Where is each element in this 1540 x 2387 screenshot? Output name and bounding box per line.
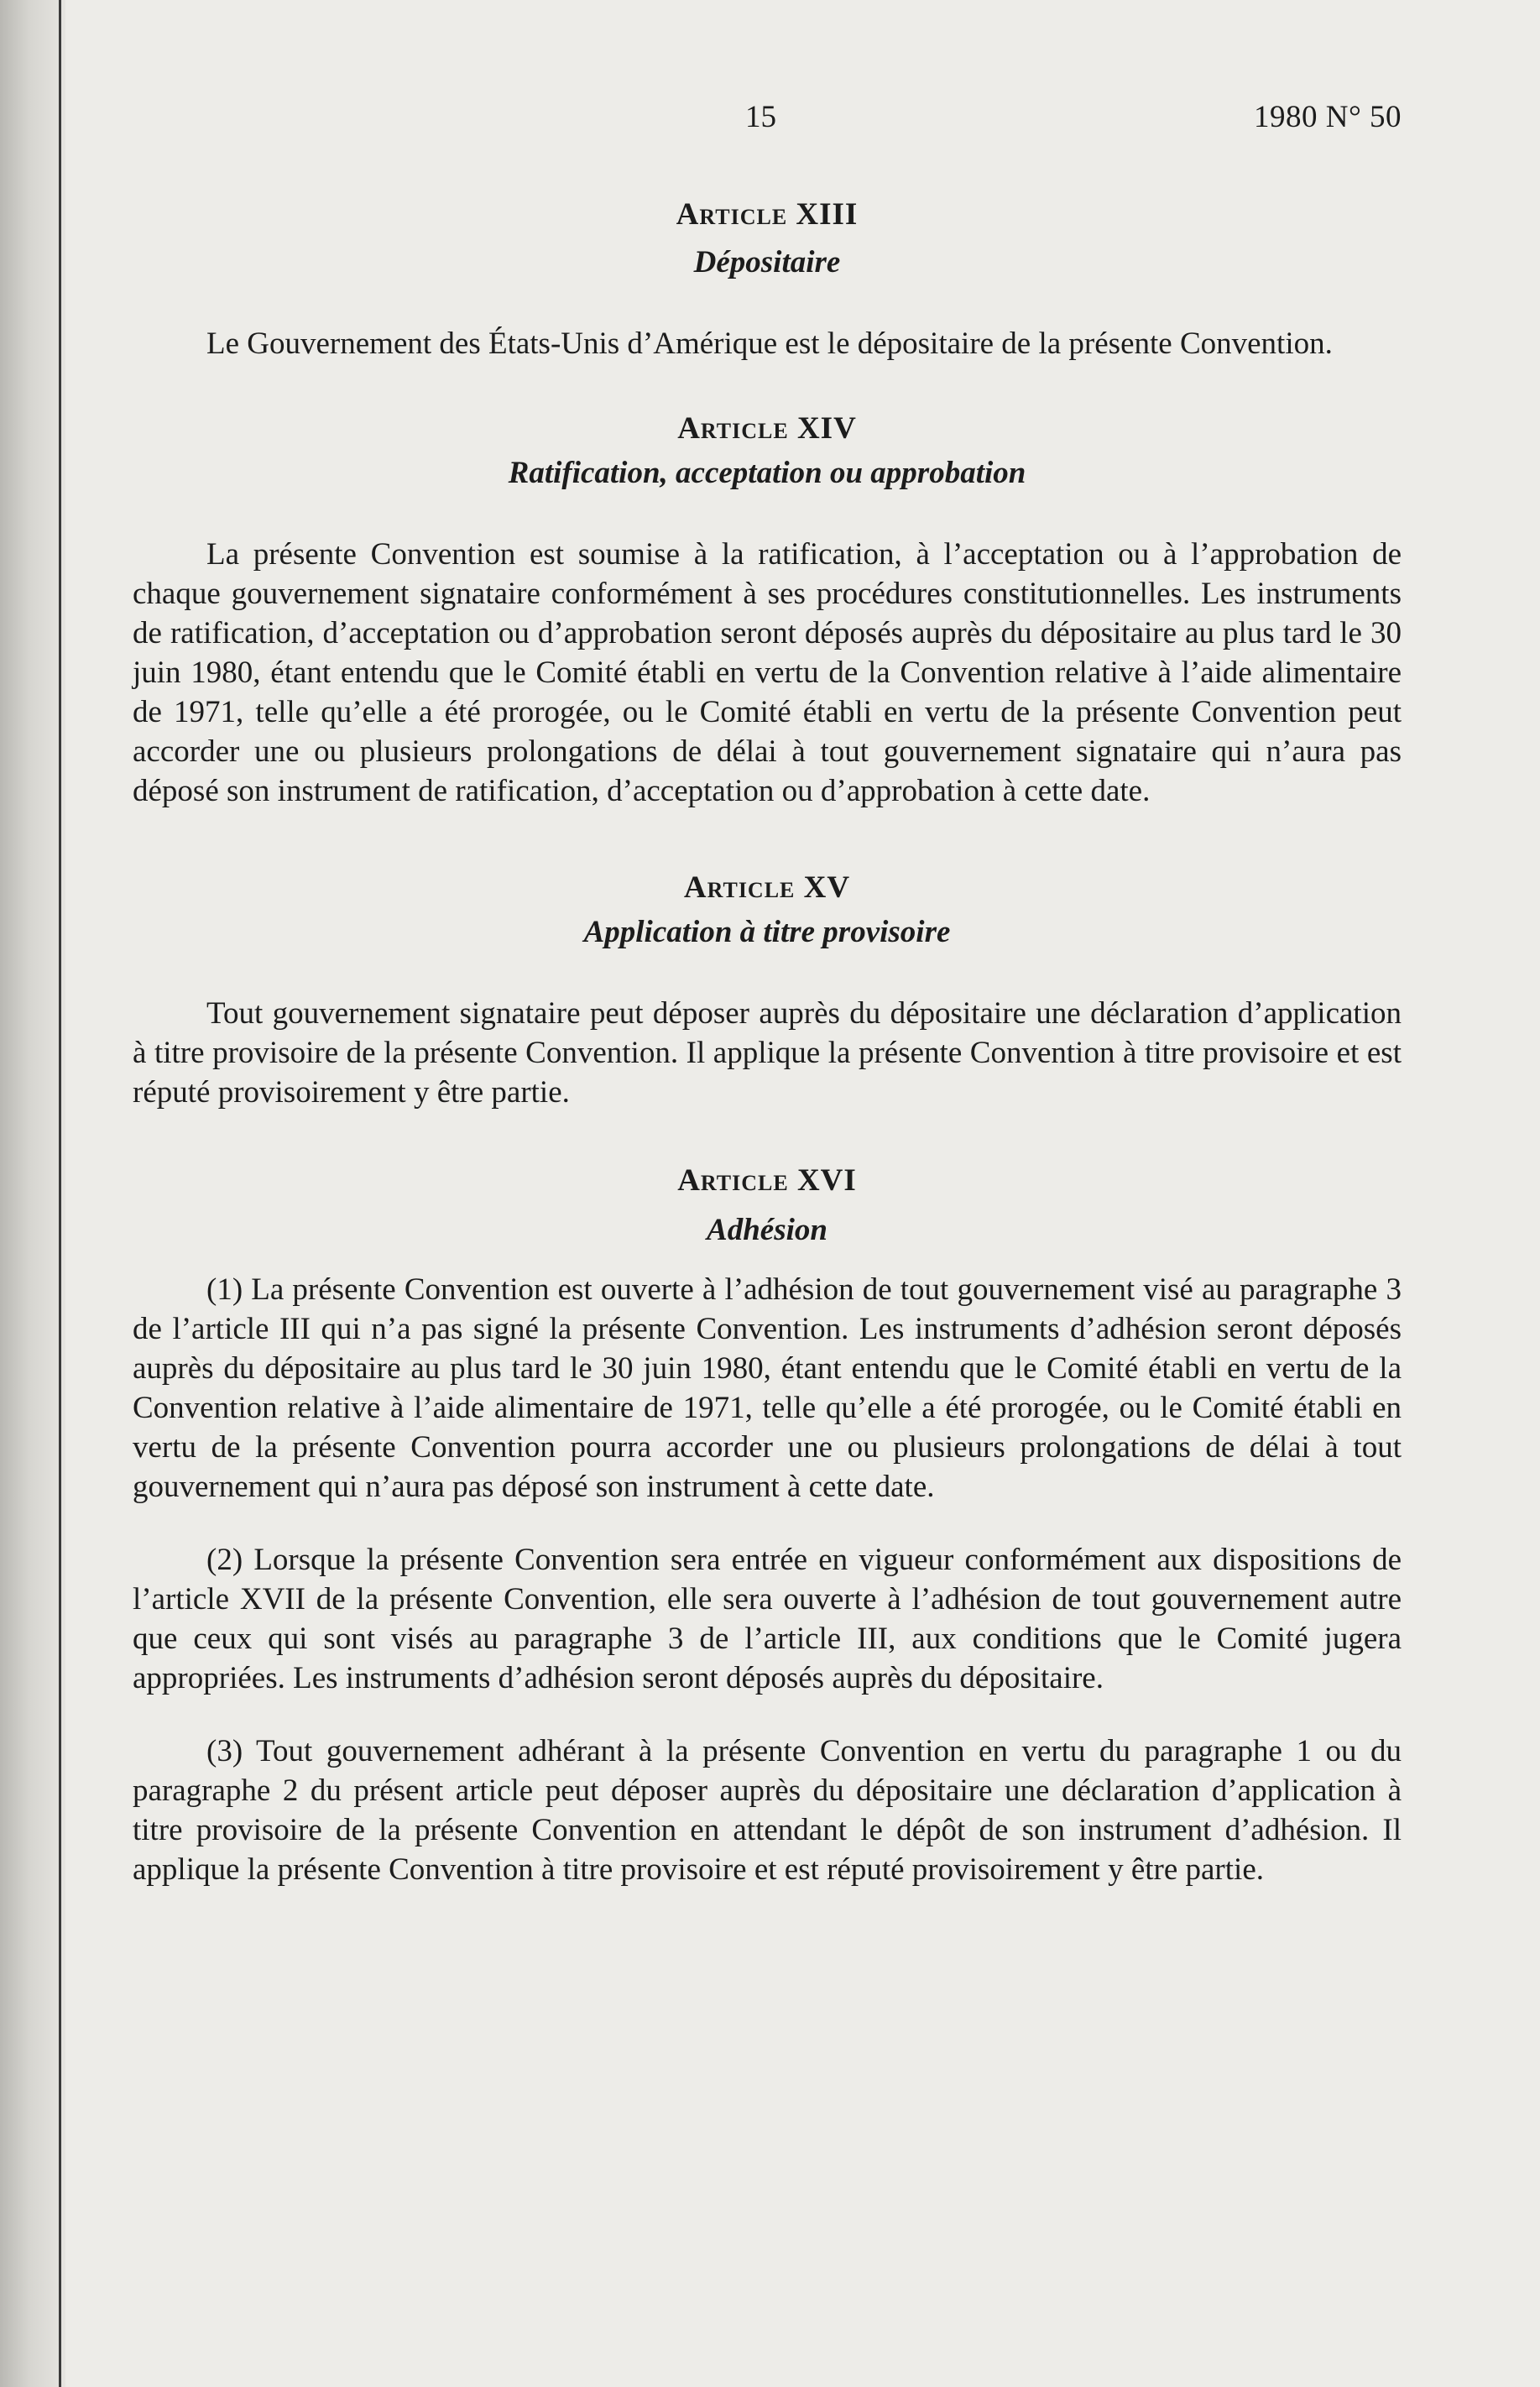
article-subtitle: Ratification, acceptation ou approbation xyxy=(508,456,1026,490)
article-subtitle: Adhésion xyxy=(707,1213,827,1247)
article-title: Article XV xyxy=(683,870,851,905)
binding-edge-line xyxy=(59,0,61,2387)
article-title: Article XVI xyxy=(677,1163,857,1198)
journal-reference: 1980 N° 50 xyxy=(1253,100,1402,134)
article-subtitle: Application à titre provisoire xyxy=(583,915,951,949)
article-paragraph-3: (3) Tout gouvernement adhérant à la présente Convention en vertu du paragraphe 1 ou du paragraphe 2 du présent article peut déposer auprès du dépositaire une déclaration d’application à titre provisoire de la présente Convention en attendant le dépôt de son instrument d’adhésion. Il applique la présente Convention à titre provisoire et est réputé provisoirement y être partie. xyxy=(133,1734,1402,1887)
article-paragraph: Le Gouvernement des États-Unis d’Amérique est le dépositaire de la présente Convention. xyxy=(206,326,1333,361)
article-xiii xyxy=(133,196,1402,363)
article-xvi xyxy=(133,1162,1402,1889)
article-paragraph: Tout gouvernement signataire peut déposer auprès du dépositaire une déclaration d’application à titre provisoire de la présente Convention. Il applique la présente Convention à titre provisoire et est réputé provisoirement y être partie. xyxy=(133,996,1402,1110)
article-xv xyxy=(133,870,1402,1112)
page-header xyxy=(133,92,1402,143)
article-paragraph-2: (2) Lorsque la présente Convention sera entrée en vigueur conformément aux dispositions de l’article XVII de la présente Convention, elle sera ouverte à l’adhésion de tout gouvernement autre que ceux qui sont visés au paragraphe 3 de l’article III, aux conditions que le Comité jugera appropriées. Les instruments d’adhésion seront déposés auprès du dépositaire. xyxy=(133,1543,1402,1695)
page-number: 15 xyxy=(745,100,776,134)
page-binding-shadow xyxy=(0,0,65,2387)
article-xiv xyxy=(133,410,1402,811)
article-subtitle: Dépositaire xyxy=(693,245,841,279)
document-page xyxy=(133,92,1402,1889)
article-title: Article XIV xyxy=(677,411,857,446)
article-paragraph-1: (1) La présente Convention est ouverte à l’adhésion de tout gouvernement visé au paragraphe 3 de l’article III qui n’a pas signé la présente Convention. Les instruments d’adhésion seront déposés auprès du dépositaire au plus tard le 30 juin 1980, étant entendu que le Comité établi en vertu de la Convention relative à l’aide alimentaire de 1971, telle qu’elle a été prorogée, ou le Comité établi en vertu de la présente Convention pourra accorder une ou plusieurs prolongations de délai à tout gouvernement qui n’aura pas déposé son instrument à cette date. xyxy=(133,1272,1402,1504)
article-title: Article XIII xyxy=(676,197,859,232)
article-paragraph: La présente Convention est soumise à la ratification, à l’acceptation ou à l’approbation de chaque gouvernement signataire conformément à ses procédures constitutionnelles. Les instruments de ratification, d’acceptation ou d’approbation seront déposés auprès du dépositaire au plus tard le 30 juin 1980, étant entendu que le Comité établi en vertu de la Convention relative à l’aide alimentaire de 1971, telle qu’elle a été prorogée, ou le Comité établi en vertu de la présente Convention peut accorder une ou plusieurs prolongations de délai à tout gouvernement signataire qui n’aura pas déposé son instrument de ratification, d’acceptation ou d’approbation à cette date. xyxy=(133,537,1402,808)
